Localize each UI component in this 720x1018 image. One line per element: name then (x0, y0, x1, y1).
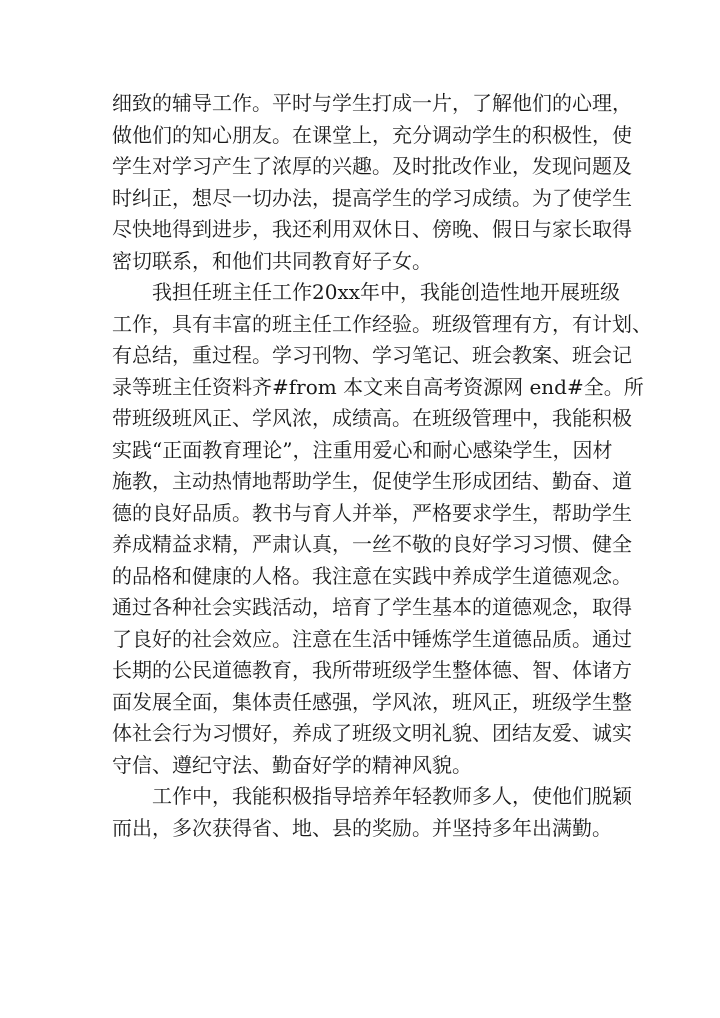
text-line: 养成精益求精，严肃认真，一丝不敬的良好学习习惯、健全 (112, 532, 632, 556)
text-line: 的品格和健康的人格。我注意在实践中养成学生道德观念。 (112, 563, 632, 588)
text-line: 体社会行为习惯好，养成了班级文明礼貌、团结友爱、诚实 (112, 721, 632, 745)
text-line: 细致的辅导工作。平时与学生打成一片，了解他们的心理， (112, 91, 632, 115)
text-line: 密切联系，和他们共同教育好子女。 (112, 248, 432, 273)
paragraph-2 (112, 277, 652, 781)
text-line: 德的良好品质。教书与育人并举，严格要求学生，帮助学生 (112, 500, 632, 525)
text-line: 做他们的知心朋友。在课堂上，充分调动学生的积极性，使 (112, 122, 632, 147)
text-line: 带班级班风正、学风浓，成绩高。在班级管理中，我能积极 (112, 406, 632, 430)
paragraph-3 (112, 781, 632, 844)
text-line: 守信、遵纪守法、勤奋好学的精神风貌。 (112, 752, 472, 777)
text-line: 时纠正，想尽一切办法，提高学生的学习成绩。为了使学生 (112, 185, 632, 210)
text-line: 而出，多次获得省、地、县的奖励。并坚持多年出满勤。 (112, 815, 612, 840)
document-body (112, 88, 652, 844)
text-line: 工作，具有丰富的班主任工作经验。班级管理有方，有计划、 (112, 311, 652, 336)
text-line: 工作中，我能积极指导培养年轻教师多人，使他们脱颖 (112, 784, 632, 808)
text-line: 通过各种社会实践活动，培育了学生基本的道德观念，取得 (112, 595, 632, 619)
text-line: 施教，主动热情地帮助学生，促使学生形成团结、勤奋、道 (112, 469, 632, 493)
text-line: 录等班主任资料齐#from 本文来自高考资源网 end#全。所 (112, 374, 644, 399)
text-line: 了良好的社会效应。注意在生活中锤炼学生道德品质。通过 (112, 626, 632, 651)
paragraph-1 (112, 88, 632, 277)
text-line: 有总结，重过程。学习刊物、学习笔记、班会教案、班会记 (112, 343, 632, 367)
text-line: 我担任班主任工作20xx年中，我能创造性地开展班级 (112, 280, 621, 304)
text-line: 学生对学习产生了浓厚的兴趣。及时批改作业，发现问题及 (112, 154, 632, 178)
text-line: 长期的公民道德教育，我所带班级学生整体德、智、体诸方 (112, 658, 632, 682)
text-line: 实践“正面教育理论”，注重用爱心和耐心感染学生，因材 (112, 437, 613, 462)
text-line: 面发展全面，集体责任感强，学风浓，班风正，班级学生整 (112, 689, 632, 714)
text-line: 尽快地得到进步，我还利用双休日、傍晚、假日与家长取得 (112, 217, 632, 241)
